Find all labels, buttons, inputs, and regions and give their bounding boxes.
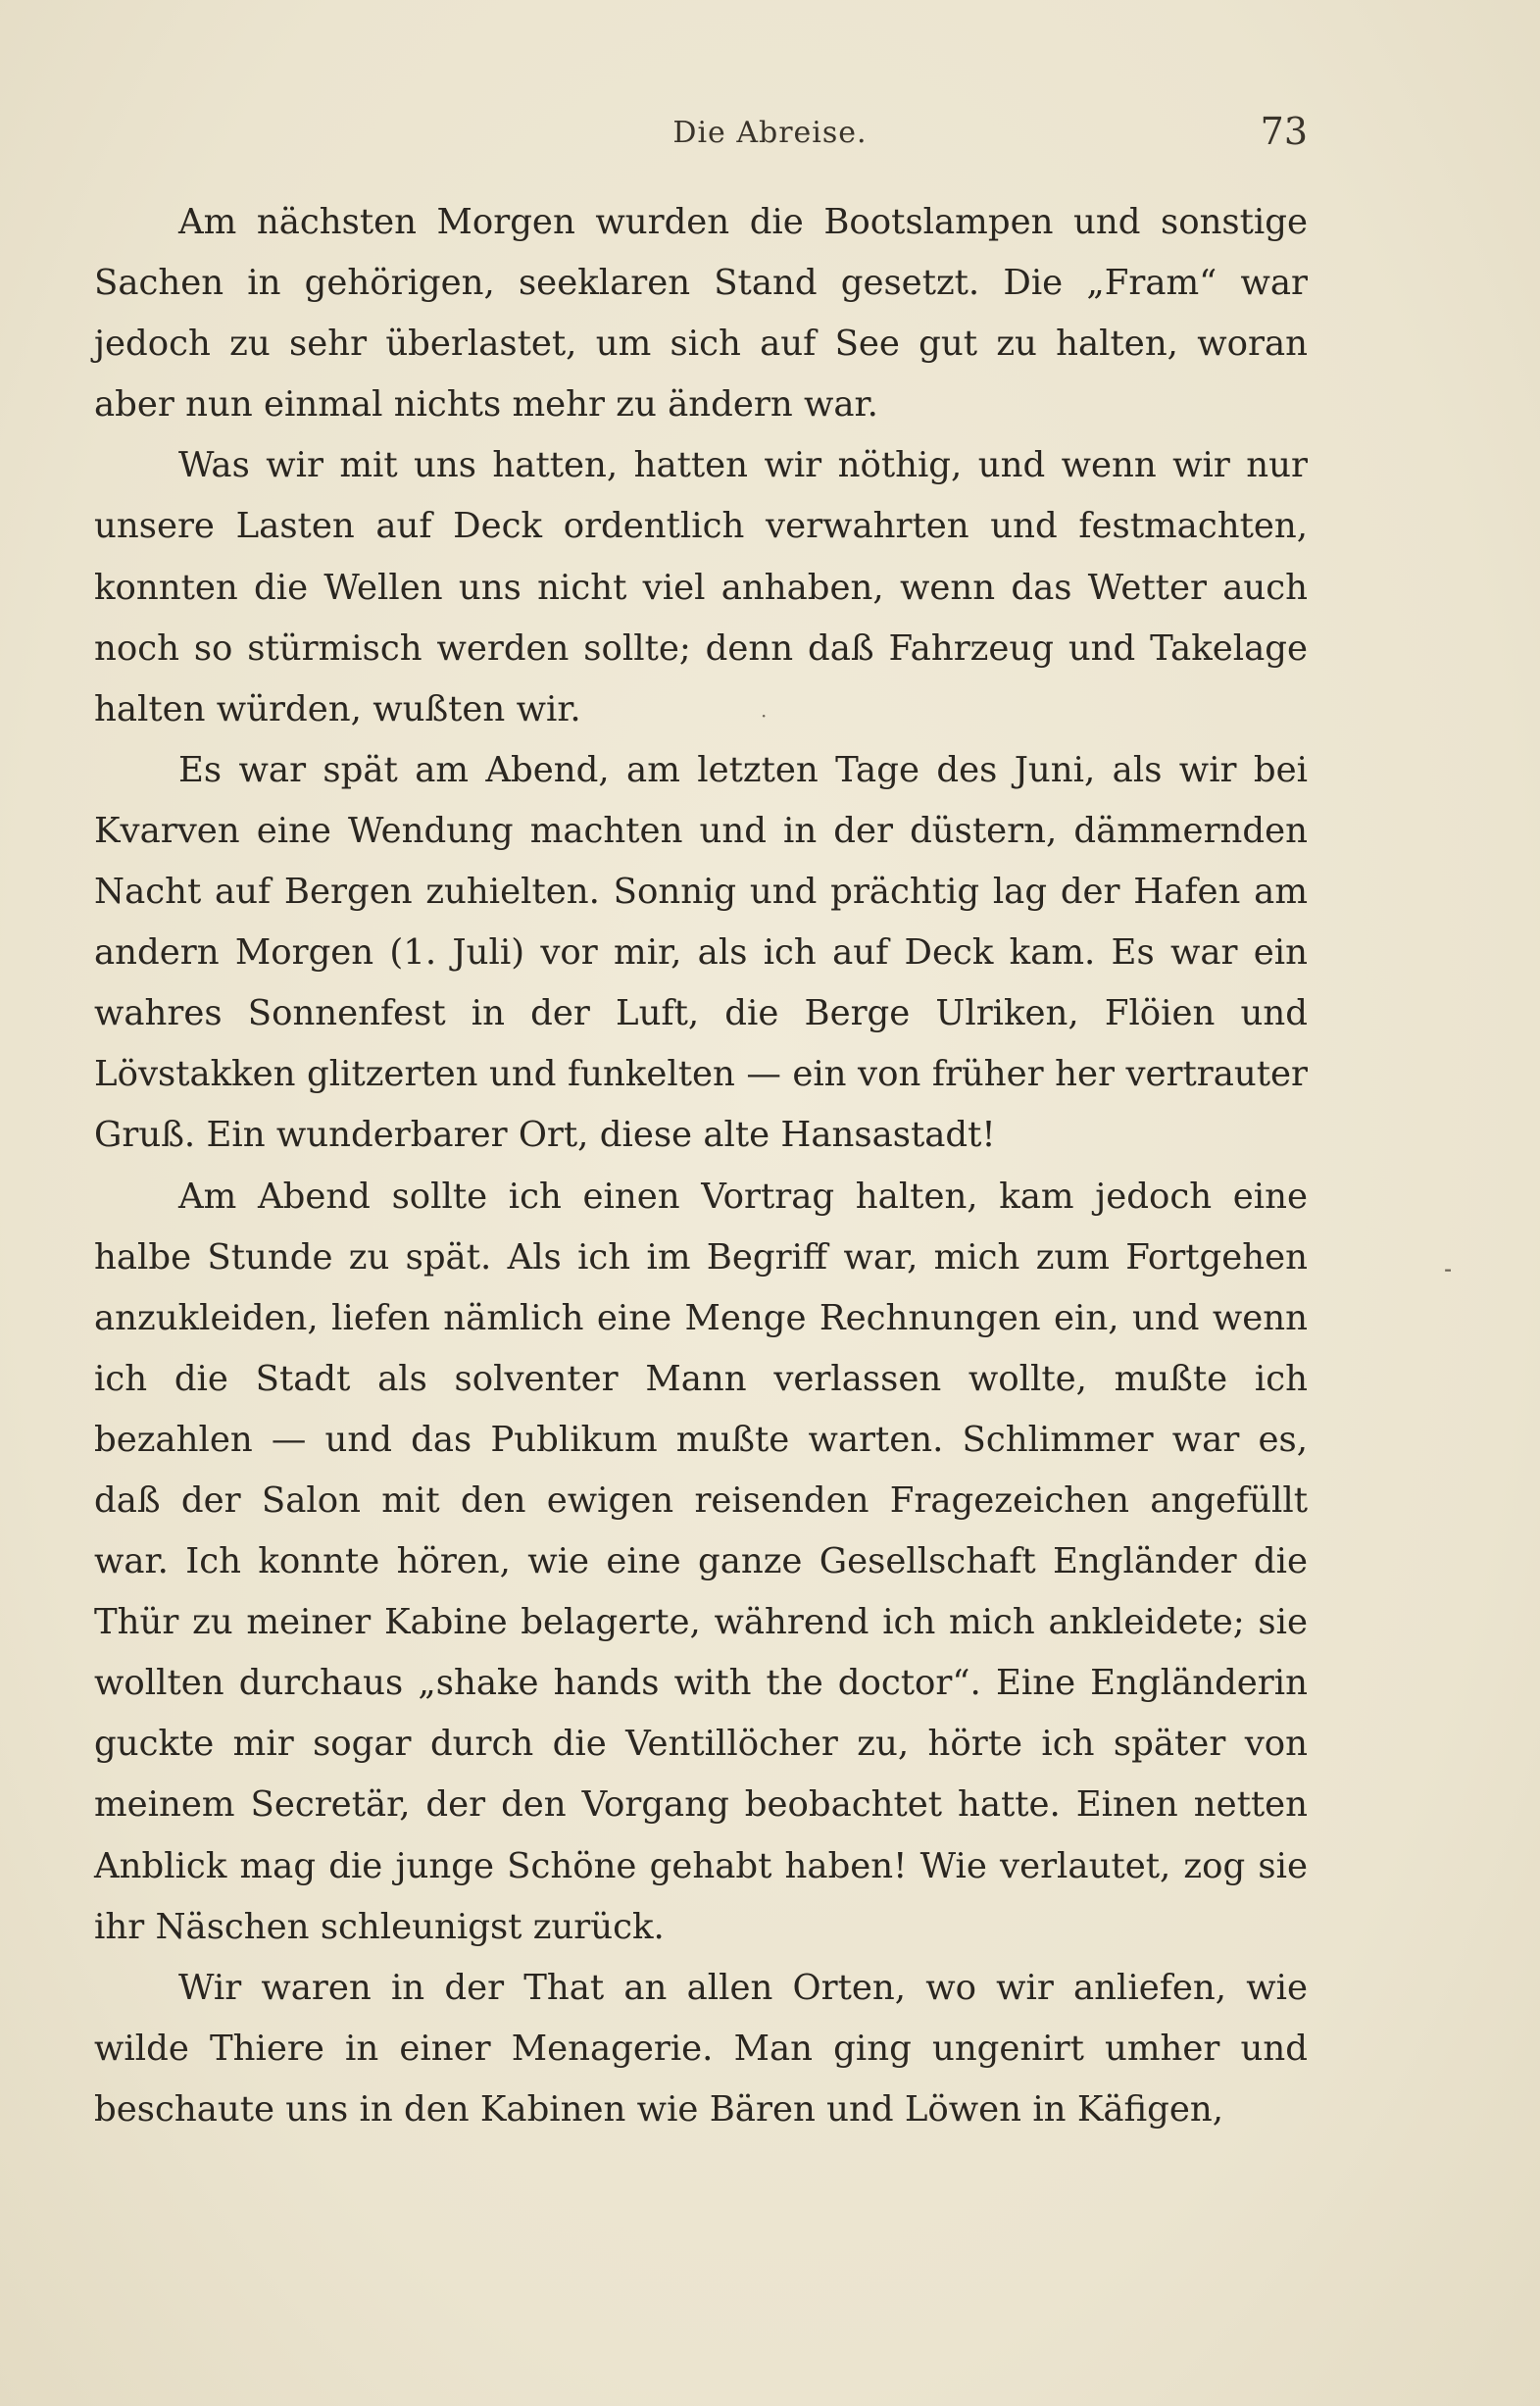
body-text xyxy=(94,192,1308,2140)
paragraph: Am nächsten Morgen wurden die Bootslampen und sonstige Sachen in gehörigen, seeklaren Stand gesetzt. Die „Fram“ war jedoch zu sehr überlastet, um sich auf See gut zu halten, woran aber nun einmal nichts mehr zu ändern war. xyxy=(94,202,1308,426)
running-head xyxy=(0,110,1540,159)
print-speck: ⁃ xyxy=(1443,1259,1453,1282)
paragraph: Am Abend sollte ich einen Vortrag halten, kam jedoch eine halbe Stunde zu spät. Als ich im Begriff war, mich zum Fortgehen anzukleiden, liefen nämlich eine Menge Rechnungen ein, und wenn ich die Stadt als solventer Mann verlassen wollte, mußte ich bezahlen — und das Publikum mußte warten. Schlimmer war es, daß der Salon mit den ewigen reisenden Fragezeichen angefüllt war. Ich konnte hören, wie eine ganze Gesellschaft Engländer die Thür zu meiner Kabine belagerte, während ich mich ankleidete; sie wollten durchaus „shake hands with the doctor“. Eine Engländerin guckte mir sogar durch die Ventillöcher zu, hörte ich später von meinem Secretär, der den Vorgang beobachtet hatte. Einen netten Anblick mag die junge Schöne gehabt haben! Wie verlautet, zog sie ihr Näschen schleunigst zurück. xyxy=(94,1176,1308,1947)
print-speck: · xyxy=(761,704,768,727)
paragraph: Es war spät am Abend, am letzten Tage des Juni, als wir bei Kvarven eine Wendung machten und in der düstern, dämmernden Nacht auf Bergen zuhielten. Sonnig und prächtig lag der Hafen am andern Morgen (1. Juli) vor mir, als ich auf Deck kam. Es war ein wahres Sonnenfest in der Luft, die Berge Ulriken, Flöien und Lövstakken glitzerten und funkelten — ein von früher her vertrauter Gruß. Ein wunderbarer Ort, diese alte Hansastadt! xyxy=(94,749,1308,1156)
chapter-running-title: Die Abreise. xyxy=(672,116,868,150)
paragraph: Was wir mit uns hatten, hatten wir nöthig, und wenn wir nur unsere Lasten auf Deck ordentlich verwahrten und festmachten, konnten die Wellen uns nicht viel anhaben, wenn das Wetter auch noch so stürmisch werden sollte; denn daß Fahrzeug und Takelage halten würden, wußten wir. xyxy=(94,445,1308,729)
paragraph: Wir waren in der That an allen Orten, wo wir anliefen, wie wilde Thiere in einer Menagerie. Man ging ungenirt umher und beschaute uns in den Kabinen wie Bären und Löwen in Käfigen, xyxy=(94,1967,1308,2130)
page-number: 73 xyxy=(1260,110,1308,153)
